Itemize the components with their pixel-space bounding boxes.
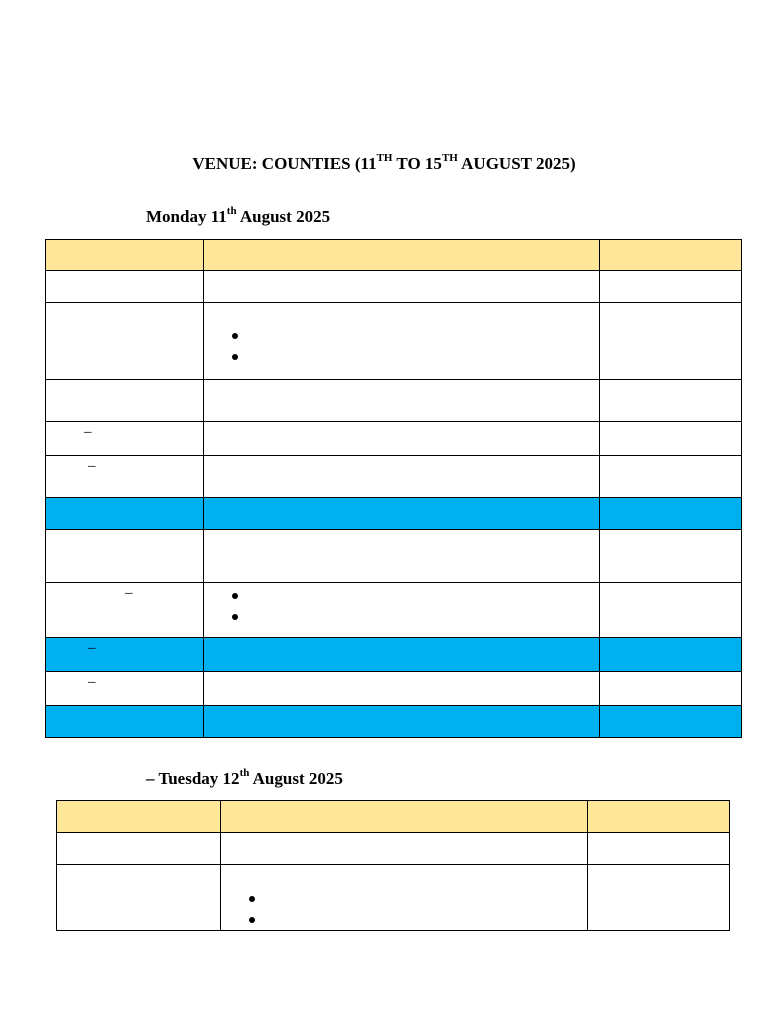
day-heading-superscript: th [239,767,250,780]
day-heading-monday [146,205,330,229]
activity-cell [204,672,600,706]
break-cell [204,638,600,672]
activity-cell [204,583,600,638]
break-cell [204,498,600,530]
break-cell [46,498,204,530]
table-row [46,672,742,706]
break-cell [600,706,742,738]
responsible-cell [600,422,742,456]
venue-title-text: VENUE: COUNTIES (11 [192,154,377,173]
venue-title [0,152,768,176]
activity-cell [204,380,600,422]
table-row [57,865,730,931]
table-row [57,833,730,865]
break-row [46,706,742,738]
time-cell [46,422,204,456]
venue-title-superscript: TH [441,152,458,165]
time-cell [46,456,204,498]
table-header-row [46,240,742,271]
table-row [46,456,742,498]
activity-cell [221,865,588,931]
activity-cell [221,833,588,865]
day-heading-text: August 2025 [249,769,343,788]
table-row [46,422,742,456]
header-cell-responsible [588,801,730,833]
responsible-cell [600,530,742,583]
responsible-cell [600,456,742,498]
table-row [46,583,742,638]
activity-cell [204,303,600,380]
header-cell-responsible [600,240,742,271]
table-row [46,380,742,422]
header-cell-time [57,801,221,833]
time-cell [46,271,204,303]
break-cell [204,706,600,738]
break-cell [46,706,204,738]
day-heading-text: Tuesday 12 [158,769,240,788]
day-heading-text: Monday 11 [146,207,227,226]
day-heading-superscript: th [226,205,237,218]
time-cell [57,865,221,931]
time-dash: – [125,585,133,601]
time-dash: – [84,424,92,440]
time-cell [46,380,204,422]
header-cell-time [46,240,204,271]
venue-title-text: AUGUST 2025) [457,154,576,173]
responsible-cell [600,303,742,380]
schedule-table-tuesday [56,800,730,931]
table-row [46,530,742,583]
time-dash: – [88,674,96,690]
table-row [46,271,742,303]
day-heading-dash: – [146,769,159,788]
day-heading-tuesday [146,767,343,791]
time-cell [46,672,204,706]
header-cell-activity [221,801,588,833]
venue-title-superscript: TH [376,152,393,165]
break-row [46,638,742,672]
activity-cell [204,422,600,456]
time-cell [46,303,204,380]
time-cell [46,583,204,638]
time-cell [46,530,204,583]
schedule-table-monday [45,239,742,738]
break-cell [46,638,204,672]
header-cell-activity [204,240,600,271]
activity-cell [204,530,600,583]
venue-title-text: TO 15 [392,154,442,173]
responsible-cell [600,583,742,638]
time-dash: – [88,640,96,656]
responsible-cell [588,833,730,865]
break-cell [600,498,742,530]
time-cell [57,833,221,865]
table-row [46,303,742,380]
responsible-cell [588,865,730,931]
day-heading-text: August 2025 [236,207,331,226]
responsible-cell [600,271,742,303]
time-dash: – [88,458,96,474]
break-cell [600,638,742,672]
break-row [46,498,742,530]
responsible-cell [600,672,742,706]
responsible-cell [600,380,742,422]
activity-cell [204,456,600,498]
activity-cell [204,271,600,303]
table-header-row [57,801,730,833]
